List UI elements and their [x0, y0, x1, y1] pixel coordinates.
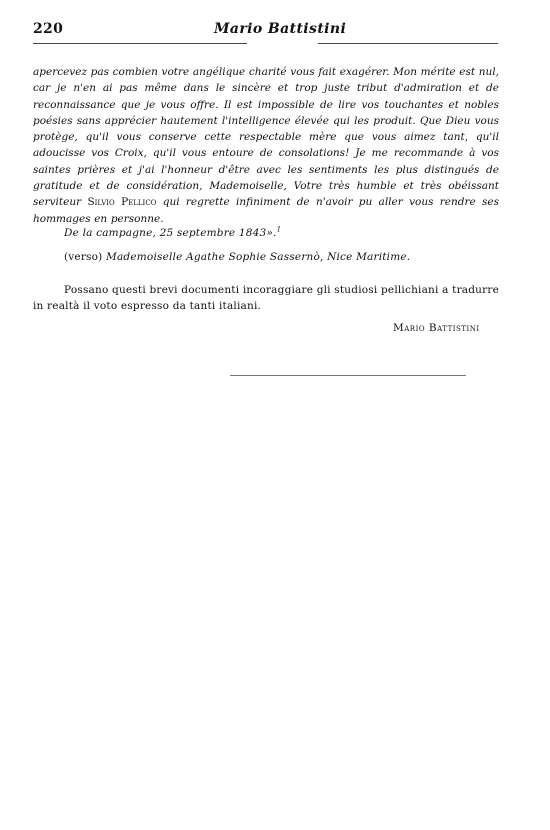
verso-address-line — [64, 251, 410, 263]
page-number: 220 — [33, 21, 64, 37]
letter-date-line — [64, 227, 281, 239]
end-rule — [230, 375, 466, 376]
letter-text-part: apercevez pas combien votre angélique charité vous fait exagérer. Mon mérite est nul, car je n'en ai pas même dans le sincère et trop juste tribut d'admiration et de reconnaissance que je vous offre. Il est impossible de lire vos touchantes et nobles poésies sans apprécier hautement l'intelligence élevée qui les produit. Que Dieu vous protège, qu'il vous conserve cette respectable mère que vous aimez tant, qu'il adoucisse vos Croix, qu'il vous entoure de consolations! Je me recommande à vos saintes prières et j'ai l'honneur d'être avec les sentiments les plus distingués de gratitude et de considération, Mademoiselle, Votre très humble et très obéissant serviteur — [33, 66, 499, 209]
letter-text-end: qui regrette infiniment de n'avoir pu aller vous rendre ses hommages en personne. — [33, 196, 500, 225]
closing-paragraph: Possano questi brevi documenti incoraggiare gli studiosi pellichiani a tradurre in realtà il voto espresso da tanti italiani. — [33, 284, 499, 312]
header-rule-left — [33, 43, 247, 44]
header-rule-right — [318, 43, 498, 44]
letter-text — [33, 64, 499, 227]
verso-label: (verso) — [64, 251, 103, 263]
letter-date: De la campagne, 25 septembre 1843». — [64, 227, 277, 239]
verso-address: Mademoiselle Agathe Sophie Sassernò, Nice Maritime. — [106, 251, 411, 263]
signer-name: Silvio Pellico — [87, 196, 157, 209]
footnote-marker: 1 — [276, 225, 282, 234]
author-signature: Mario Battistini — [393, 322, 480, 334]
running-head: Mario Battistini — [214, 21, 347, 37]
